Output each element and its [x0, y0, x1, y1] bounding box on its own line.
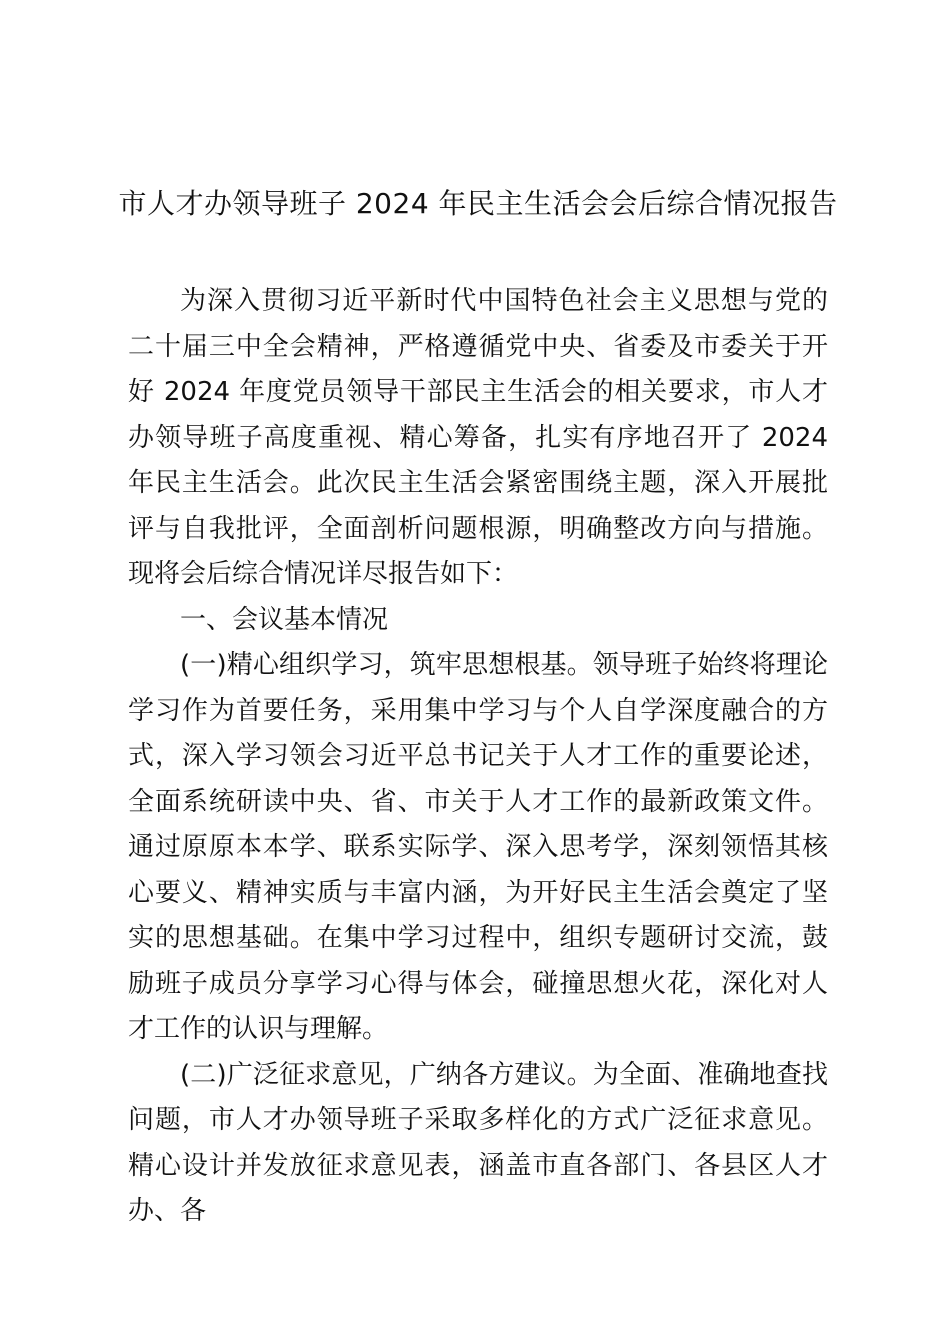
subsection-paragraph-2: (二)广泛征求意见，广纳各方建议。为全面、准确地查找问题，市人才办领导班子采取多样化的方式广泛征求意见。精心设计并发放征求意见表，涵盖市直各部门、各县区人才办、各	[128, 1059, 828, 1226]
subsection-paragraph-1: (一)精心组织学习，筑牢思想根基。领导班子始终将理论学习作为首要任务，采用集中学习与个人自学深度融合的方式，深入学习领会习近平总书记关于人才工作的重要论述，全面系统研读中央、省、市关于人才工作的最新政策文件。通过原原本本学、联系实际学、深入思考学，深刻领悟其核心要义、精神实质与丰富内涵，为开好民主生活会奠定了坚实的思想基础。在集中学习过程中，组织专题研讨交流，鼓励班子成员分享学习心得与体会，碰撞思想火花，深化对人才工作的认识与理解。	[128, 650, 828, 1044]
intro-paragraph: 为深入贯彻习近平新时代中国特色社会主义思想与党的二十届三中全会精神，严格遵循党中央、省委及市委关于开好 2024 年度党员领导干部民主生活会的相关要求，市人才办领导班子高度重视、精心筹备，扎实有序地召开了 2024 年民主生活会。此次民主生活会紧密围绕主题，深入开展批评与自我批评，全面剖析问题根源，明确整改方向与措施。现将会后综合情况详尽报告如下：	[128, 286, 828, 589]
document-body	[128, 279, 828, 1235]
document-title: 市人才办领导班子 2024 年民主生活会会后综合情况报告	[118, 187, 838, 220]
section-heading: 一、会议基本情况	[180, 604, 389, 635]
